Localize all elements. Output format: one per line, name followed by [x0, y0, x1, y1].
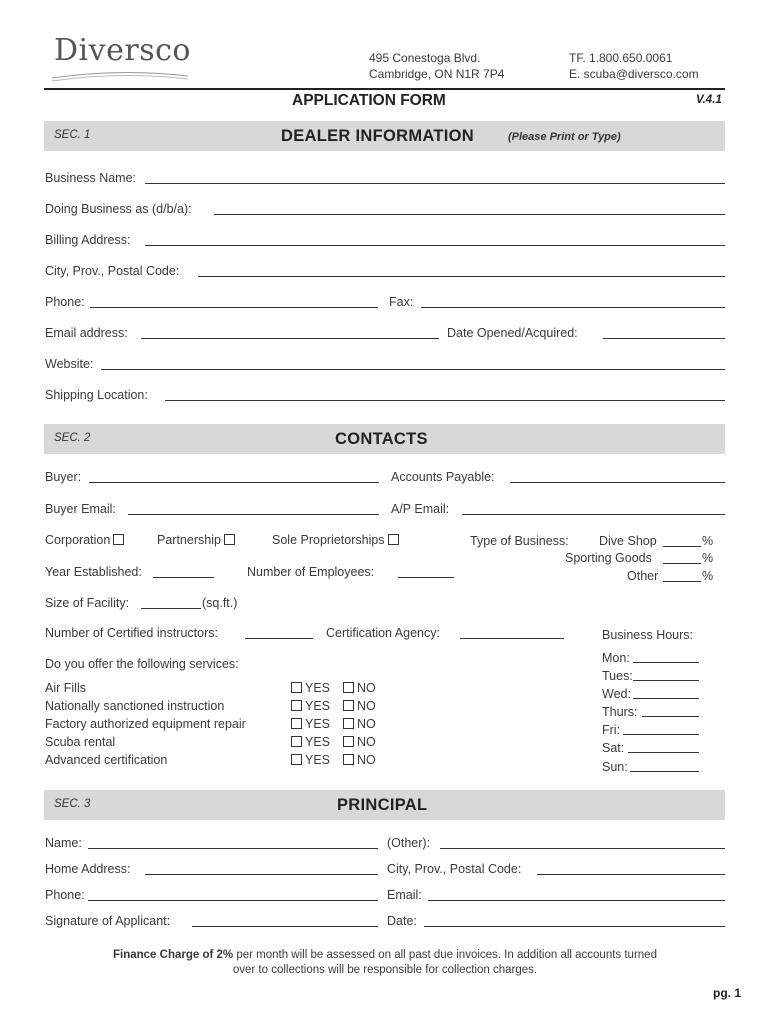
service-repair: Factory authorized equipment repair	[45, 717, 246, 731]
size-of-facility-field[interactable]	[141, 608, 201, 609]
home-address-field[interactable]	[145, 874, 378, 875]
sole-prop-label: Sole Proprietorships	[272, 533, 385, 547]
corporation-label: Corporation	[45, 533, 111, 547]
rental-no[interactable]	[340, 735, 376, 749]
dba-label: Doing Business as (d/b/a):	[45, 202, 192, 216]
day-fri-field[interactable]	[623, 734, 699, 735]
section-1-title: DEALER INFORMATION	[281, 127, 474, 145]
service-instruction: Nationally sanctioned instruction	[45, 699, 225, 713]
no-label: NO	[357, 681, 376, 695]
sporting-goods-field[interactable]	[663, 563, 701, 564]
partnership-label: Partnership	[157, 533, 221, 547]
form-title: APPLICATION FORM	[292, 92, 446, 109]
buyer-label: Buyer:	[45, 470, 82, 484]
address-line2: Cambridge, ON N1R 7P4	[369, 67, 505, 81]
email-field[interactable]	[141, 338, 439, 339]
rental-yes-checkbox[interactable]	[291, 736, 302, 747]
num-instructors-label: Number of Certified instructors:	[45, 626, 218, 640]
day-thu-label: Thurs:	[602, 705, 638, 719]
yes-label: YES	[305, 717, 331, 731]
buyer-email-label: Buyer Email:	[45, 502, 116, 516]
no-label: NO	[357, 735, 376, 749]
day-wed-field[interactable]	[633, 698, 699, 699]
section-3-label: SEC. 3	[54, 798, 91, 810]
dive-shop-percent: %	[702, 534, 714, 548]
accounts-payable-label: Accounts Payable:	[391, 470, 495, 484]
finance-charge-rest: per month will be assessed on all past due invoices. In addition all accounts turned	[233, 949, 657, 961]
section-1-label: SEC. 1	[54, 129, 91, 141]
version-label: V.4.1	[696, 94, 722, 106]
phone-label: Phone:	[45, 295, 85, 309]
logo-swoosh-icon	[50, 68, 190, 84]
corporation-option[interactable]	[45, 533, 127, 547]
fax-label: Fax:	[389, 295, 414, 309]
size-of-facility-label: Size of Facility:	[45, 596, 130, 610]
sole-prop-option[interactable]	[272, 533, 402, 547]
repair-no-checkbox[interactable]	[343, 718, 354, 729]
day-sat-field[interactable]	[628, 752, 699, 753]
num-instructors-field[interactable]	[245, 638, 313, 639]
phone-field[interactable]	[90, 307, 378, 308]
email-label: Email address:	[45, 326, 128, 340]
rental-yes[interactable]	[288, 735, 330, 749]
finance-charge-bold: Finance Charge of 2%	[113, 949, 234, 961]
air-fills-yes-checkbox[interactable]	[291, 682, 302, 693]
cert-agency-label: Certification Agency:	[326, 626, 440, 640]
date-opened-label: Date Opened/Acquired:	[447, 326, 578, 340]
instruction-yes[interactable]	[288, 699, 330, 713]
type-of-business-label: Type of Business:	[470, 534, 569, 548]
services-question: Do you offer the following services:	[45, 657, 239, 671]
air-fills-no-checkbox[interactable]	[343, 682, 354, 693]
yes-label: YES	[305, 681, 331, 695]
no-label: NO	[357, 717, 376, 731]
phone-number: TF. 1.800.650.0061	[569, 51, 673, 65]
buyer-email-field[interactable]	[128, 514, 379, 515]
business-name-label: Business Name:	[45, 171, 137, 185]
city-field[interactable]	[198, 276, 725, 277]
advanced-cert-no-checkbox[interactable]	[343, 754, 354, 765]
print-note: (Please Print or Type)	[508, 131, 621, 143]
air-fills-no[interactable]	[340, 681, 376, 695]
principal-date-label: Date:	[387, 914, 417, 928]
principal-city-field[interactable]	[537, 874, 725, 875]
ap-email-label: A/P Email:	[391, 502, 450, 516]
principal-name-field[interactable]	[88, 848, 378, 849]
section-2-title: CONTACTS	[335, 430, 428, 448]
sporting-goods-percent: %	[702, 551, 714, 565]
principal-other-field[interactable]	[440, 848, 725, 849]
other-percent: %	[702, 569, 714, 583]
principal-email-field[interactable]	[428, 900, 725, 901]
billing-field[interactable]	[145, 245, 725, 246]
header-divider	[44, 88, 725, 90]
dive-shop-field[interactable]	[663, 546, 701, 547]
advanced-cert-yes[interactable]	[288, 753, 330, 767]
other-label: Other	[627, 569, 659, 583]
day-sat-label: Sat:	[602, 741, 625, 755]
sporting-goods-label: Sporting Goods	[565, 551, 652, 565]
shipping-label: Shipping Location:	[45, 388, 148, 402]
day-wed-label: Wed:	[602, 687, 631, 701]
partnership-checkbox[interactable]	[224, 534, 235, 545]
instruction-no-checkbox[interactable]	[343, 700, 354, 711]
num-employees-field[interactable]	[398, 577, 454, 578]
corporation-checkbox[interactable]	[113, 534, 124, 545]
day-fri-label: Fri:	[602, 723, 621, 737]
service-rental: Scuba rental	[45, 735, 116, 749]
principal-email-label: Email:	[387, 888, 422, 902]
accounts-payable-field[interactable]	[510, 482, 725, 483]
partnership-option[interactable]	[157, 533, 238, 547]
city-label: City, Prov., Postal Code:	[45, 264, 180, 278]
sqft-label: (sq.ft.)	[202, 596, 238, 610]
principal-city-label: City, Prov., Postal Code:	[387, 862, 522, 876]
ap-email-field[interactable]	[462, 514, 725, 515]
dba-field[interactable]	[214, 214, 725, 215]
day-sun-field[interactable]	[630, 771, 699, 772]
no-label: NO	[357, 753, 376, 767]
service-air-fills: Air Fills	[45, 681, 86, 695]
business-name-field[interactable]	[145, 183, 725, 184]
buyer-field[interactable]	[89, 482, 379, 483]
repair-no[interactable]	[340, 717, 376, 731]
advanced-cert-no[interactable]	[340, 753, 376, 767]
date-opened-field[interactable]	[603, 338, 725, 339]
advanced-cert-yes-checkbox[interactable]	[291, 754, 302, 765]
finance-note-line2: over to collections will be responsible for collection charges.	[232, 964, 538, 976]
yes-label: YES	[305, 735, 331, 749]
yes-label: YES	[305, 753, 331, 767]
section-2-label: SEC. 2	[54, 432, 91, 444]
home-address-label: Home Address:	[45, 862, 131, 876]
year-established-field[interactable]	[153, 577, 214, 578]
service-advanced-cert: Advanced certification	[45, 753, 168, 767]
no-label: NO	[357, 699, 376, 713]
website-label: Website:	[45, 357, 94, 371]
shipping-field[interactable]	[165, 400, 725, 401]
cert-agency-field[interactable]	[460, 638, 564, 639]
diversco-logo: Diversco	[54, 33, 191, 68]
billing-label: Billing Address:	[45, 233, 131, 247]
other-field[interactable]	[663, 581, 701, 582]
day-mon-field[interactable]	[633, 662, 699, 663]
principal-phone-field[interactable]	[88, 900, 378, 901]
address-line1: 495 Conestoga Blvd.	[369, 51, 481, 65]
num-employees-label: Number of Employees:	[247, 565, 375, 579]
principal-other-label: (Other):	[387, 836, 431, 850]
yes-label: YES	[305, 699, 331, 713]
air-fills-yes[interactable]	[288, 681, 330, 695]
fax-field[interactable]	[421, 307, 725, 308]
dive-shop-label: Dive Shop	[599, 534, 657, 548]
year-established-label: Year Established:	[45, 565, 142, 579]
business-hours-label: Business Hours:	[602, 628, 694, 642]
instruction-yes-checkbox[interactable]	[291, 700, 302, 711]
email-address: E. scuba@diversco.com	[569, 67, 699, 81]
repair-yes-checkbox[interactable]	[291, 718, 302, 729]
section-3-title: PRINCIPAL	[337, 796, 428, 814]
day-mon-label: Mon:	[602, 651, 630, 665]
instruction-no[interactable]	[340, 699, 376, 713]
day-tue-field[interactable]	[633, 680, 699, 681]
day-tue-label: Tues:	[602, 669, 633, 683]
signature-label: Signature of Applicant:	[45, 914, 171, 928]
website-field[interactable]	[101, 369, 725, 370]
page-number: pg. 1	[713, 986, 742, 1000]
signature-field[interactable]	[192, 926, 378, 927]
day-thu-field[interactable]	[642, 716, 699, 717]
principal-name-label: Name:	[45, 836, 82, 850]
sole-prop-checkbox[interactable]	[388, 534, 399, 545]
principal-phone-label: Phone:	[45, 888, 85, 902]
principal-date-field[interactable]	[424, 926, 725, 927]
day-sun-label: Sun:	[602, 760, 628, 774]
rental-no-checkbox[interactable]	[343, 736, 354, 747]
repair-yes[interactable]	[288, 717, 330, 731]
finance-note-line1	[0, 949, 770, 961]
